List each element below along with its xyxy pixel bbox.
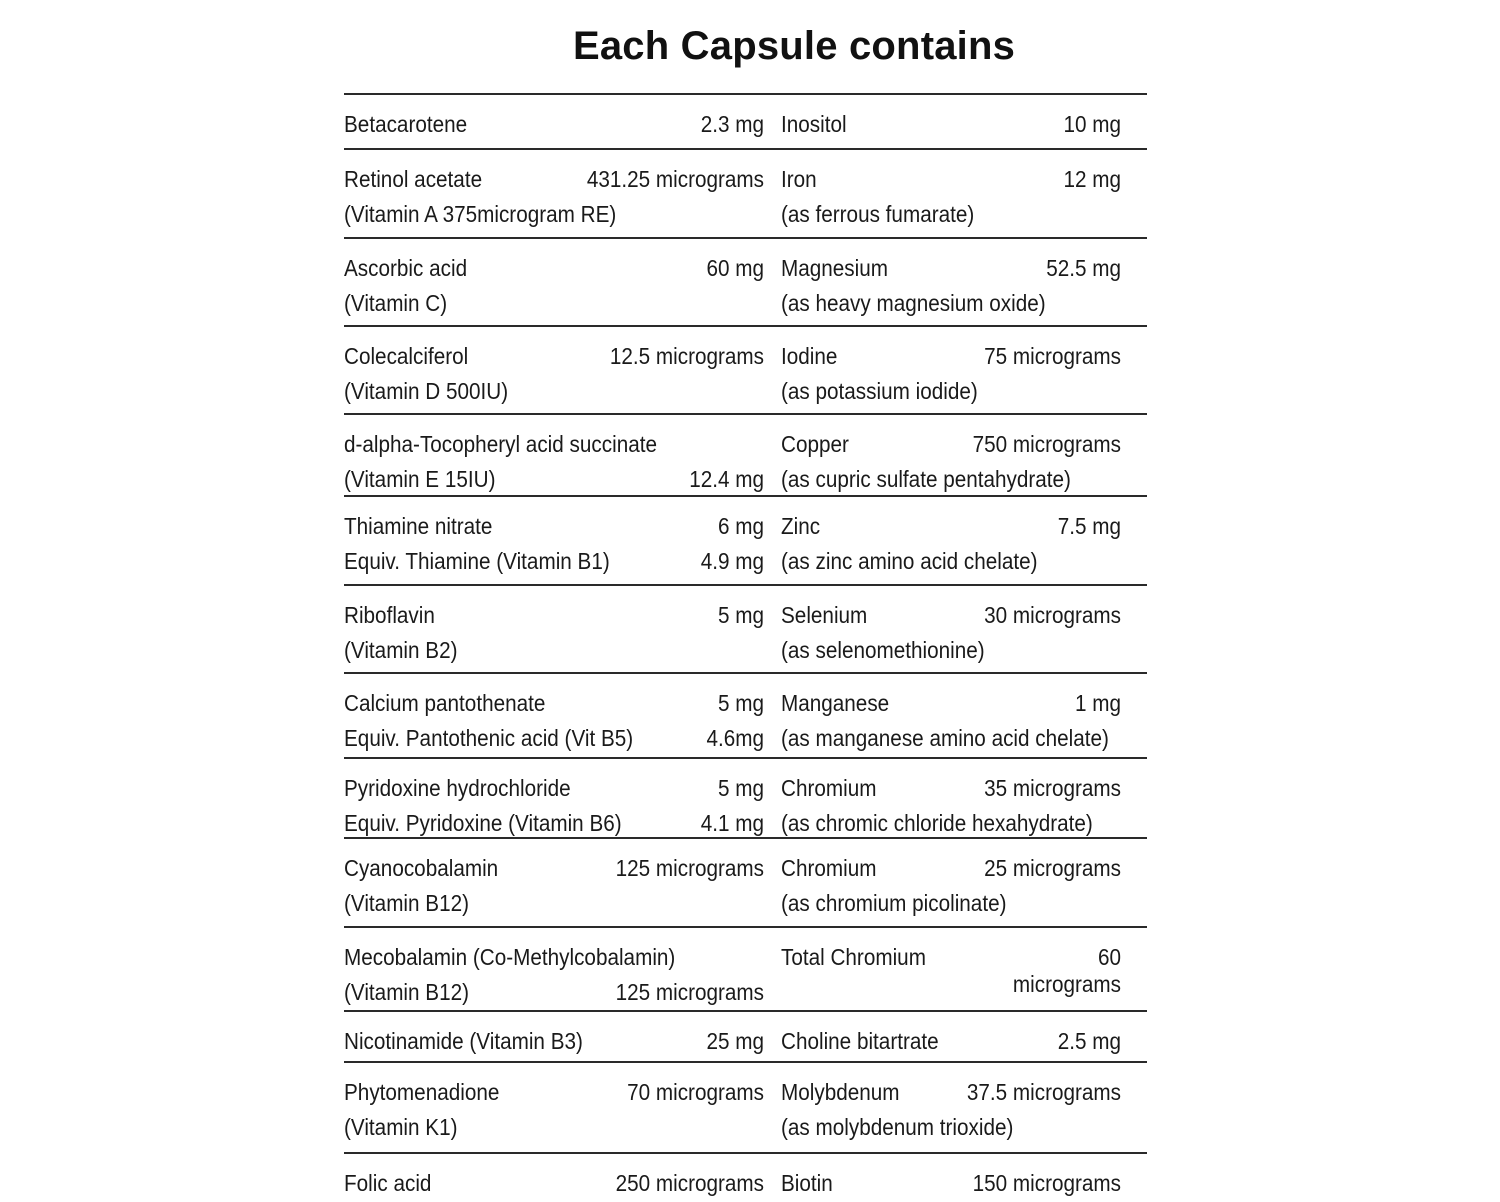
ingredient-detail: (as zinc amino acid chelate) <box>781 548 1038 574</box>
ingredient-line <box>781 806 1121 841</box>
table-row <box>344 674 1147 757</box>
ingredient-name: Molybdenum <box>781 1079 900 1105</box>
ingredient-name: Total Chromium <box>781 944 926 970</box>
ingredient-amount: 60 <box>1097 944 1121 970</box>
ingredient-cell-right <box>781 598 1121 668</box>
ingredient-line <box>781 851 1121 886</box>
ingredient-line <box>344 940 764 975</box>
ingredient-line <box>344 251 764 286</box>
ingredient-line <box>344 197 764 232</box>
ingredient-line <box>781 197 1121 232</box>
ingredient-amount: 12.5 micrograms <box>609 343 764 369</box>
table-row <box>344 239 1147 325</box>
ingredient-detail: (as cupric sulfate pentahydrate) <box>781 466 1071 492</box>
ingredient-detail: (as heavy magnesium oxide) <box>781 290 1046 316</box>
ingredient-cell-left <box>344 940 764 1010</box>
ingredient-name: Retinol acetate <box>344 166 483 192</box>
ingredient-amount: 12.4 mg <box>689 466 764 492</box>
ingredient-cell-right <box>781 509 1121 579</box>
table-row <box>344 1154 1147 1202</box>
ingredient-line <box>781 1110 1121 1145</box>
ingredient-line <box>344 1024 764 1059</box>
ingredient-line <box>344 162 764 197</box>
ingredient-name: Folic acid <box>344 1170 432 1196</box>
ingredient-amount: 125 micrograms <box>615 855 764 881</box>
ingredient-name: Biotin <box>781 1170 833 1196</box>
ingredient-cell-left <box>344 427 764 497</box>
ingredient-amount: 10 mg <box>1063 111 1121 137</box>
ingredient-line <box>344 374 764 409</box>
ingredient-line <box>344 1110 764 1145</box>
ingredient-cell-right <box>781 1075 1121 1145</box>
ingredient-amount: 431.25 micrograms <box>586 166 764 192</box>
ingredient-line <box>344 721 764 756</box>
ingredient-line <box>781 1024 1121 1059</box>
ingredient-name: Iodine <box>781 343 838 369</box>
ingredient-detail: (as potassium iodide) <box>781 378 978 404</box>
ingredient-cell-right <box>781 1166 1121 1201</box>
table-row <box>344 415 1147 495</box>
ingredient-name: Calcium pantothenate <box>344 690 546 716</box>
ingredient-cell-left <box>344 1024 764 1059</box>
ingredient-name: Pyridoxine hydrochloride <box>344 775 571 801</box>
table-row <box>344 327 1147 413</box>
ingredient-amount: 6 mg <box>717 513 764 539</box>
ingredient-name: Cyanocobalamin <box>344 855 499 881</box>
ingredient-detail: (Vitamin B12) <box>344 890 470 916</box>
ingredient-detail: (Vitamin K1) <box>344 1114 458 1140</box>
ingredient-detail: (as selenomethionine) <box>781 637 985 663</box>
ingredient-amount: 70 micrograms <box>627 1079 764 1105</box>
ingredient-amount: 25 micrograms <box>984 855 1121 881</box>
ingredient-line <box>344 107 764 142</box>
ingredient-cell-right <box>781 162 1121 232</box>
ingredient-detail: Equiv. Thiamine (Vitamin B1) <box>344 548 610 574</box>
ingredient-name: Chromium <box>781 775 877 801</box>
ingredient-line <box>344 886 764 921</box>
ingredient-amount: 5 mg <box>717 775 764 801</box>
table-row <box>344 586 1147 672</box>
ingredient-amount: 4.6mg <box>706 725 764 751</box>
ingredient-name: Mecobalamin (Co-Methylcobalamin) <box>344 944 676 970</box>
ingredient-line <box>344 806 764 841</box>
ingredient-amount: 60 mg <box>706 255 764 281</box>
ingredient-line <box>344 427 764 462</box>
ingredient-line <box>344 633 764 668</box>
ingredient-line <box>344 1075 764 1110</box>
ingredient-cell-left <box>344 598 764 668</box>
ingredient-detail: (Vitamin B2) <box>344 637 458 663</box>
ingredient-line <box>781 886 1121 921</box>
ingredient-amount: 4.1 mg <box>700 810 764 836</box>
ingredient-line <box>344 544 764 579</box>
ingredient-cell-right <box>781 1024 1121 1059</box>
ingredient-amount: 5 mg <box>717 690 764 716</box>
ingredient-cell-left <box>344 1075 764 1145</box>
ingredient-line <box>781 162 1121 197</box>
ingredient-name: Phytomenadione <box>344 1079 500 1105</box>
ingredient-detail: (Vitamin E 15IU) <box>344 466 496 492</box>
ingredient-line <box>781 940 1121 997</box>
ingredient-line <box>344 771 764 806</box>
ingredient-cell-right <box>781 686 1121 756</box>
ingredient-name: Zinc <box>781 513 821 539</box>
ingredient-name: Choline bitartrate <box>781 1028 939 1054</box>
ingredient-line <box>781 339 1121 374</box>
ingredient-amount: 25 mg <box>706 1028 764 1054</box>
ingredient-cell-right <box>781 251 1121 321</box>
ingredient-cell-right <box>781 940 1121 997</box>
ingredient-name: Inositol <box>781 111 847 137</box>
ingredient-name: Colecalciferol <box>344 343 469 369</box>
ingredient-amount: 125 micrograms <box>615 979 764 1005</box>
ingredient-line <box>344 686 764 721</box>
ingredient-amount: 30 micrograms <box>984 602 1121 628</box>
ingredient-line <box>344 509 764 544</box>
ingredients-table <box>344 93 1147 1202</box>
ingredient-cell-right <box>781 107 1121 142</box>
ingredient-line <box>344 1166 764 1201</box>
ingredient-amount: 12 mg <box>1063 166 1121 192</box>
ingredient-amount: 52.5 mg <box>1046 255 1121 281</box>
ingredient-amount: 37.5 micrograms <box>966 1079 1121 1105</box>
ingredient-name: Riboflavin <box>344 602 435 628</box>
ingredient-amount: 150 micrograms <box>972 1170 1121 1196</box>
ingredient-cell-left <box>344 509 764 579</box>
table-row <box>344 759 1147 837</box>
ingredient-amount: 75 micrograms <box>984 343 1121 369</box>
ingredient-name: Copper <box>781 431 849 457</box>
ingredient-line <box>781 721 1121 756</box>
ingredient-cell-left <box>344 851 764 921</box>
ingredient-line <box>781 1075 1121 1110</box>
ingredient-name: Iron <box>781 166 817 192</box>
ingredient-amount: 2.5 mg <box>1057 1028 1121 1054</box>
ingredient-detail: (Vitamin D 500IU) <box>344 378 509 404</box>
ingredient-name: Selenium <box>781 602 868 628</box>
ingredient-line <box>781 509 1121 544</box>
ingredient-amount: 1 mg <box>1074 690 1121 716</box>
ingredient-line <box>344 339 764 374</box>
ingredient-line <box>781 107 1121 142</box>
ingredient-line <box>781 251 1121 286</box>
ingredient-name: Ascorbic acid <box>344 255 468 281</box>
ingredient-line <box>781 771 1121 806</box>
table-row <box>344 1012 1147 1061</box>
ingredient-line <box>344 598 764 633</box>
ingredient-detail: (as chromic chloride hexahydrate) <box>781 810 1093 836</box>
ingredient-amount: 35 micrograms <box>984 775 1121 801</box>
ingredient-cell-left <box>344 251 764 321</box>
ingredient-line <box>781 374 1121 409</box>
ingredient-amount: 4.9 mg <box>700 548 764 574</box>
ingredient-cell-left <box>344 162 764 232</box>
ingredient-cell-right <box>781 339 1121 409</box>
ingredient-detail: (Vitamin C) <box>344 290 448 316</box>
ingredient-detail: (Vitamin B12) <box>344 979 470 1005</box>
ingredient-cell-left <box>344 686 764 756</box>
table-row <box>344 497 1147 584</box>
ingredient-detail: (as chromium picolinate) <box>781 890 1007 916</box>
ingredient-name: Betacarotene <box>344 111 468 137</box>
ingredient-name: Thiamine nitrate <box>344 513 493 539</box>
ingredient-cell-left <box>344 1166 764 1201</box>
ingredient-detail: (as ferrous fumarate) <box>781 201 975 227</box>
ingredient-name: Chromium <box>781 855 877 881</box>
ingredient-cell-left <box>344 771 764 841</box>
ingredient-line <box>781 598 1121 633</box>
ingredient-name: Manganese <box>781 690 890 716</box>
ingredient-line <box>781 427 1121 462</box>
ingredient-detail: (as manganese amino acid chelate) <box>781 725 1109 751</box>
page-title: Each Capsule contains <box>572 24 1016 68</box>
ingredient-cell-left <box>344 339 764 409</box>
table-row <box>344 150 1147 237</box>
table-row <box>344 95 1147 148</box>
ingredient-amount: 750 micrograms <box>972 431 1121 457</box>
ingredient-line <box>781 286 1121 321</box>
table-row <box>344 928 1147 1010</box>
ingredient-detail: Equiv. Pantothenic acid (Vit B5) <box>344 725 634 751</box>
ingredient-cell-right <box>781 851 1121 921</box>
ingredient-line <box>781 544 1121 579</box>
ingredient-name: Magnesium <box>781 255 889 281</box>
ingredient-detail: (Vitamin A 375microgram RE) <box>344 201 617 227</box>
ingredient-line <box>781 633 1121 668</box>
ingredient-cell-left <box>344 107 764 142</box>
ingredient-amount-unit: micrograms <box>1012 971 1121 997</box>
ingredient-amount: 7.5 mg <box>1057 513 1121 539</box>
ingredient-line <box>781 686 1121 721</box>
ingredient-amount: 250 micrograms <box>615 1170 764 1196</box>
table-row <box>344 839 1147 926</box>
ingredient-detail: Equiv. Pyridoxine (Vitamin B6) <box>344 810 622 836</box>
ingredient-line <box>344 975 764 1010</box>
ingredient-line <box>781 462 1121 497</box>
ingredient-line <box>344 462 764 497</box>
ingredient-cell-right <box>781 427 1121 497</box>
ingredient-amount: 2.3 mg <box>700 111 764 137</box>
ingredient-name: d-alpha-Tocopheryl acid succinate <box>344 431 657 457</box>
ingredient-name: Nicotinamide (Vitamin B3) <box>344 1028 583 1054</box>
ingredient-detail: (as molybdenum trioxide) <box>781 1114 1014 1140</box>
ingredient-line <box>344 851 764 886</box>
table-row <box>344 1063 1147 1152</box>
ingredient-cell-right <box>781 771 1121 841</box>
ingredient-amount: 5 mg <box>717 602 764 628</box>
ingredient-line <box>781 1166 1121 1201</box>
ingredient-line <box>344 286 764 321</box>
